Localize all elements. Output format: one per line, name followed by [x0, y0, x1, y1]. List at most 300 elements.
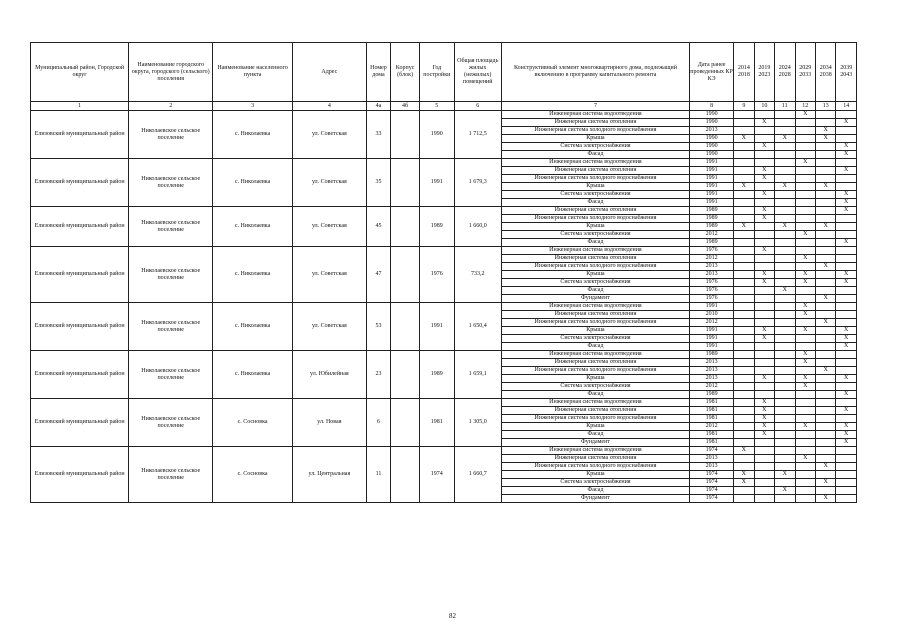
- column-number: 5: [419, 102, 454, 111]
- period-mark-cell: X: [795, 231, 815, 239]
- period-mark-cell: X: [754, 215, 774, 223]
- period-mark-cell: [795, 399, 815, 407]
- period-mark-cell: [775, 399, 795, 407]
- element-cell: Система электроснабжения: [501, 191, 689, 199]
- element-cell: Инженерная система холодного водоснабжения: [501, 415, 689, 423]
- period-mark-cell: [734, 495, 754, 503]
- period-mark-cell: X: [836, 391, 857, 399]
- period-mark-cell: [754, 223, 774, 231]
- period-mark-cell: [815, 423, 835, 431]
- period-mark-cell: [836, 159, 857, 167]
- last-repair-cell: 1989: [690, 391, 734, 399]
- period-mark-cell: X: [754, 167, 774, 175]
- period-mark-cell: [775, 455, 795, 463]
- element-cell: Инженерная система холодного водоснабжения: [501, 175, 689, 183]
- period-mark-cell: [836, 303, 857, 311]
- element-cell: Крыша: [501, 183, 689, 191]
- period-mark-cell: [754, 471, 774, 479]
- period-mark-cell: [815, 399, 835, 407]
- period-mark-cell: [795, 447, 815, 455]
- period-mark-cell: [836, 247, 857, 255]
- period-mark-cell: [775, 207, 795, 215]
- period-mark-cell: [775, 327, 795, 335]
- district-cell: Елизовский муниципальный район: [31, 111, 129, 159]
- period-mark-cell: [795, 495, 815, 503]
- period-mark-cell: [836, 127, 857, 135]
- period-mark-cell: X: [754, 415, 774, 423]
- element-cell: Фасад: [501, 487, 689, 495]
- element-cell: Фасад: [501, 239, 689, 247]
- street-cell: ул. Новая: [293, 399, 367, 447]
- column-number: 6: [454, 102, 501, 111]
- period-mark-cell: X: [775, 223, 795, 231]
- element-cell: Фасад: [501, 431, 689, 439]
- element-cell: Инженерная система отопления: [501, 407, 689, 415]
- last-repair-cell: 2012: [690, 383, 734, 391]
- period-mark-cell: X: [775, 287, 795, 295]
- period-mark-cell: X: [836, 199, 857, 207]
- period-mark-cell: [815, 119, 835, 127]
- period-mark-cell: [754, 359, 774, 367]
- period-mark-cell: [815, 143, 835, 151]
- period-mark-cell: [815, 207, 835, 215]
- period-mark-cell: [734, 239, 754, 247]
- period-mark-cell: [795, 247, 815, 255]
- period-mark-cell: X: [815, 319, 835, 327]
- period-mark-cell: X: [795, 111, 815, 119]
- period-mark-cell: [734, 111, 754, 119]
- house-number-cell: 23: [366, 351, 391, 399]
- period-mark-cell: [795, 127, 815, 135]
- period-mark-cell: [815, 415, 835, 423]
- period-mark-cell: [775, 215, 795, 223]
- last-repair-cell: 1989: [690, 207, 734, 215]
- period-mark-cell: [775, 191, 795, 199]
- element-cell: Инженерная система холодного водоснабжения: [501, 263, 689, 271]
- period-mark-cell: [734, 399, 754, 407]
- period-mark-cell: [734, 271, 754, 279]
- period-mark-cell: [754, 391, 774, 399]
- period-mark-cell: X: [836, 119, 857, 127]
- element-cell: Инженерная система отопления: [501, 455, 689, 463]
- period-mark-cell: X: [795, 455, 815, 463]
- column-number: 4: [293, 102, 367, 111]
- period-mark-cell: [795, 263, 815, 271]
- house-number-cell: 35: [366, 159, 391, 207]
- last-repair-cell: 1991: [690, 303, 734, 311]
- period-mark-cell: X: [775, 183, 795, 191]
- column-number: 14: [836, 102, 857, 111]
- last-repair-cell: 1991: [690, 183, 734, 191]
- period-mark-cell: [734, 303, 754, 311]
- period-mark-cell: [754, 303, 774, 311]
- period-mark-cell: [734, 335, 754, 343]
- korpus-cell: [391, 111, 420, 159]
- last-repair-cell: 2012: [690, 319, 734, 327]
- korpus-cell: [391, 207, 420, 247]
- korpus-cell: [391, 447, 420, 503]
- header-area: Общая площадь жилых (нежилых) помещений: [454, 43, 501, 102]
- period-mark-cell: X: [836, 207, 857, 215]
- period-mark-cell: [754, 447, 774, 455]
- period-mark-cell: [795, 391, 815, 399]
- period-mark-cell: [734, 199, 754, 207]
- period-mark-cell: [795, 215, 815, 223]
- period-mark-cell: [795, 439, 815, 447]
- period-mark-cell: [815, 311, 835, 319]
- period-mark-cell: [734, 175, 754, 183]
- period-mark-cell: X: [754, 407, 774, 415]
- period-mark-cell: [836, 479, 857, 487]
- period-mark-cell: [775, 335, 795, 343]
- period-mark-cell: [775, 247, 795, 255]
- period-mark-cell: [754, 319, 774, 327]
- house-number-cell: 6: [366, 399, 391, 447]
- street-cell: ул. Советская: [293, 159, 367, 207]
- last-repair-cell: 2013: [690, 127, 734, 135]
- last-repair-cell: 2012: [690, 231, 734, 239]
- last-repair-cell: 1976: [690, 247, 734, 255]
- period-mark-cell: [836, 447, 857, 455]
- period-mark-cell: X: [754, 431, 774, 439]
- period-mark-cell: [836, 295, 857, 303]
- street-cell: ул. Советская: [293, 247, 367, 303]
- period-mark-cell: [734, 231, 754, 239]
- element-cell: Инженерная система отопления: [501, 119, 689, 127]
- period-mark-cell: [754, 287, 774, 295]
- period-mark-cell: [795, 295, 815, 303]
- period-mark-cell: [815, 447, 835, 455]
- period-mark-cell: X: [795, 327, 815, 335]
- period-mark-cell: [754, 255, 774, 263]
- last-repair-cell: 1991: [690, 175, 734, 183]
- last-repair-cell: 1989: [690, 223, 734, 231]
- period-mark-cell: [815, 431, 835, 439]
- area-cell: 1 650,4: [454, 303, 501, 351]
- element-cell: Инженерная система отопления: [501, 207, 689, 215]
- element-cell: Крыша: [501, 375, 689, 383]
- element-cell: Инженерная система холодного водоснабжения: [501, 215, 689, 223]
- last-repair-cell: 1991: [690, 327, 734, 335]
- period-mark-cell: [775, 199, 795, 207]
- header-municipal-district: Муниципальный район, Городской округ: [31, 43, 129, 102]
- period-mark-cell: X: [815, 479, 835, 487]
- period-mark-cell: [815, 247, 835, 255]
- period-mark-cell: [836, 463, 857, 471]
- period-mark-cell: [775, 127, 795, 135]
- element-cell: Инженерная система холодного водоснабжения: [501, 463, 689, 471]
- last-repair-cell: 1990: [690, 143, 734, 151]
- period-mark-cell: [775, 167, 795, 175]
- period-mark-cell: X: [836, 431, 857, 439]
- korpus-cell: [391, 303, 420, 351]
- period-mark-cell: [775, 439, 795, 447]
- period-mark-cell: [775, 159, 795, 167]
- element-cell: Крыша: [501, 223, 689, 231]
- period-mark-cell: [795, 151, 815, 159]
- street-cell: ул. Советская: [293, 303, 367, 351]
- period-mark-cell: [836, 287, 857, 295]
- district-cell: Елизовский муниципальный район: [31, 351, 129, 399]
- period-mark-cell: [795, 239, 815, 247]
- last-repair-cell: 1991: [690, 199, 734, 207]
- period-mark-cell: [815, 255, 835, 263]
- period-mark-cell: [734, 423, 754, 431]
- period-mark-cell: [795, 479, 815, 487]
- period-mark-cell: [815, 215, 835, 223]
- period-mark-cell: [836, 231, 857, 239]
- element-cell: Фундамент: [501, 295, 689, 303]
- column-number: 2: [129, 102, 213, 111]
- header-year-built: Год постройки: [419, 43, 454, 102]
- period-mark-cell: [836, 311, 857, 319]
- period-mark-cell: [815, 351, 835, 359]
- period-mark-cell: X: [815, 127, 835, 135]
- period-mark-cell: [836, 111, 857, 119]
- last-repair-cell: 1990: [690, 111, 734, 119]
- period-mark-cell: [754, 367, 774, 375]
- last-repair-cell: 1989: [690, 239, 734, 247]
- period-mark-cell: X: [836, 343, 857, 351]
- period-mark-cell: X: [775, 471, 795, 479]
- district-cell: Елизовский муниципальный район: [31, 447, 129, 503]
- period-mark-cell: [734, 215, 754, 223]
- house-number-cell: 47: [366, 247, 391, 303]
- period-mark-cell: [815, 231, 835, 239]
- period-mark-cell: [754, 455, 774, 463]
- element-cell: Инженерная система водоотведения: [501, 399, 689, 407]
- period-mark-cell: [734, 263, 754, 271]
- period-mark-cell: [815, 279, 835, 287]
- period-mark-cell: [775, 111, 795, 119]
- period-mark-cell: X: [815, 495, 835, 503]
- last-repair-cell: 1976: [690, 295, 734, 303]
- last-repair-cell: 2013: [690, 263, 734, 271]
- header-period: 2019 2023: [754, 43, 774, 102]
- house-number-cell: 53: [366, 303, 391, 351]
- period-mark-cell: [795, 143, 815, 151]
- period-mark-cell: X: [754, 375, 774, 383]
- last-repair-cell: 1990: [690, 135, 734, 143]
- period-mark-cell: X: [815, 183, 835, 191]
- korpus-cell: [391, 247, 420, 303]
- last-repair-cell: 2013: [690, 271, 734, 279]
- last-repair-cell: 2013: [690, 463, 734, 471]
- element-cell: Инженерная система отопления: [501, 359, 689, 367]
- period-mark-cell: X: [734, 471, 754, 479]
- locality-cell: с. Николаевка: [213, 303, 293, 351]
- period-mark-cell: [734, 439, 754, 447]
- period-mark-cell: [795, 175, 815, 183]
- table-row: [31, 351, 857, 359]
- street-cell: ул. Советская: [293, 111, 367, 159]
- period-mark-cell: [775, 479, 795, 487]
- last-repair-cell: 1976: [690, 287, 734, 295]
- period-mark-cell: X: [836, 167, 857, 175]
- settlement-cell: Николаевское сельское поселение: [129, 303, 213, 351]
- house-number-cell: 11: [366, 447, 391, 503]
- period-mark-cell: X: [815, 463, 835, 471]
- period-mark-cell: [836, 383, 857, 391]
- period-mark-cell: [754, 463, 774, 471]
- period-mark-cell: [775, 359, 795, 367]
- period-mark-cell: [795, 199, 815, 207]
- last-repair-cell: 1974: [690, 487, 734, 495]
- period-mark-cell: [734, 255, 754, 263]
- period-mark-cell: [815, 271, 835, 279]
- year-cell: 1989: [419, 207, 454, 247]
- period-mark-cell: [775, 391, 795, 399]
- repair-program-table: [30, 42, 857, 503]
- element-cell: Инженерная система водоотведения: [501, 351, 689, 359]
- period-mark-cell: [836, 255, 857, 263]
- element-cell: Инженерная система отопления: [501, 167, 689, 175]
- period-mark-cell: [734, 431, 754, 439]
- period-mark-cell: [734, 127, 754, 135]
- header-period: 2029 2033: [795, 43, 815, 102]
- period-mark-cell: [795, 287, 815, 295]
- period-mark-cell: [734, 151, 754, 159]
- column-number: 10: [754, 102, 774, 111]
- table-row: [31, 111, 857, 119]
- period-mark-cell: [815, 287, 835, 295]
- period-mark-cell: [795, 223, 815, 231]
- period-mark-cell: X: [734, 135, 754, 143]
- period-mark-cell: [815, 327, 835, 335]
- period-mark-cell: [795, 415, 815, 423]
- period-mark-cell: [795, 407, 815, 415]
- period-mark-cell: [795, 463, 815, 471]
- period-mark-cell: [734, 167, 754, 175]
- period-mark-cell: [775, 351, 795, 359]
- period-mark-cell: [734, 383, 754, 391]
- period-mark-cell: [815, 239, 835, 247]
- period-mark-cell: X: [754, 119, 774, 127]
- last-repair-cell: 2013: [690, 359, 734, 367]
- header-period: 2034 2038: [815, 43, 835, 102]
- year-cell: 1991: [419, 303, 454, 351]
- period-mark-cell: [795, 207, 815, 215]
- period-mark-cell: X: [795, 375, 815, 383]
- period-mark-cell: X: [795, 303, 815, 311]
- house-number-cell: 33: [366, 111, 391, 159]
- period-mark-cell: [795, 335, 815, 343]
- element-cell: Система электроснабжения: [501, 279, 689, 287]
- street-cell: ул. Юбилейная: [293, 351, 367, 399]
- period-mark-cell: [775, 383, 795, 391]
- element-cell: Фундамент: [501, 439, 689, 447]
- period-mark-cell: [734, 119, 754, 127]
- period-mark-cell: X: [754, 191, 774, 199]
- locality-cell: с. Николаевка: [213, 111, 293, 159]
- period-mark-cell: [734, 463, 754, 471]
- period-mark-cell: [795, 343, 815, 351]
- period-mark-cell: [815, 191, 835, 199]
- column-number: 13: [815, 102, 835, 111]
- element-cell: Крыша: [501, 471, 689, 479]
- period-mark-cell: X: [836, 151, 857, 159]
- element-cell: Крыша: [501, 327, 689, 335]
- period-mark-cell: X: [754, 143, 774, 151]
- column-number: 11: [775, 102, 795, 111]
- element-cell: Крыша: [501, 423, 689, 431]
- period-mark-cell: [775, 263, 795, 271]
- period-mark-cell: [795, 487, 815, 495]
- settlement-cell: Николаевское сельское поселение: [129, 111, 213, 159]
- last-repair-cell: 1991: [690, 167, 734, 175]
- area-cell: 1 712,5: [454, 111, 501, 159]
- element-cell: Инженерная система водоотведения: [501, 111, 689, 119]
- period-mark-cell: [836, 399, 857, 407]
- period-mark-cell: X: [815, 263, 835, 271]
- last-repair-cell: 2012: [690, 255, 734, 263]
- element-cell: Фасад: [501, 199, 689, 207]
- settlement-cell: Николаевское сельское поселение: [129, 247, 213, 303]
- period-mark-cell: X: [836, 191, 857, 199]
- locality-cell: с. Николаевка: [213, 207, 293, 247]
- year-cell: 1991: [419, 159, 454, 207]
- column-number: 4а: [366, 102, 391, 111]
- area-cell: 1 660,0: [454, 207, 501, 247]
- period-mark-cell: X: [734, 183, 754, 191]
- area-cell: 1 305,0: [454, 399, 501, 447]
- period-mark-cell: X: [754, 271, 774, 279]
- period-mark-cell: [775, 423, 795, 431]
- period-mark-cell: X: [795, 383, 815, 391]
- period-mark-cell: [775, 255, 795, 263]
- period-mark-cell: [815, 439, 835, 447]
- period-mark-cell: [815, 391, 835, 399]
- period-mark-cell: [836, 495, 857, 503]
- period-mark-cell: X: [795, 255, 815, 263]
- period-mark-cell: [734, 391, 754, 399]
- period-mark-cell: [734, 319, 754, 327]
- header-locality: Наименование населенного пункта: [213, 43, 293, 102]
- period-mark-cell: X: [836, 327, 857, 335]
- last-repair-cell: 1981: [690, 407, 734, 415]
- column-number: 7: [501, 102, 689, 111]
- period-mark-cell: [795, 431, 815, 439]
- element-cell: Крыша: [501, 271, 689, 279]
- header-settlement: Наименование городского округа, городского (сельского) поселения: [129, 43, 213, 102]
- period-mark-cell: [754, 231, 774, 239]
- element-cell: Система электроснабжения: [501, 143, 689, 151]
- year-cell: 1974: [419, 447, 454, 503]
- last-repair-cell: 1974: [690, 447, 734, 455]
- period-mark-cell: X: [815, 367, 835, 375]
- period-mark-cell: [775, 175, 795, 183]
- table-row: [31, 207, 857, 215]
- period-mark-cell: [775, 119, 795, 127]
- period-mark-cell: [775, 239, 795, 247]
- table-row: [31, 399, 857, 407]
- header-address: Адрес: [293, 43, 367, 102]
- period-mark-cell: [754, 383, 774, 391]
- period-mark-cell: [734, 351, 754, 359]
- area-cell: 1 679,3: [454, 159, 501, 207]
- period-mark-cell: [815, 343, 835, 351]
- header-element: Конструктивный элемент многоквартирного дома, подлежащий включению в программу капитального ремонта: [501, 43, 689, 102]
- period-mark-cell: [836, 319, 857, 327]
- year-cell: 1981: [419, 399, 454, 447]
- header-house-number: Номер дома: [366, 43, 391, 102]
- period-mark-cell: [836, 215, 857, 223]
- column-number: 12: [795, 102, 815, 111]
- period-mark-cell: [775, 319, 795, 327]
- period-mark-cell: X: [734, 447, 754, 455]
- period-mark-cell: [815, 383, 835, 391]
- period-mark-cell: [836, 351, 857, 359]
